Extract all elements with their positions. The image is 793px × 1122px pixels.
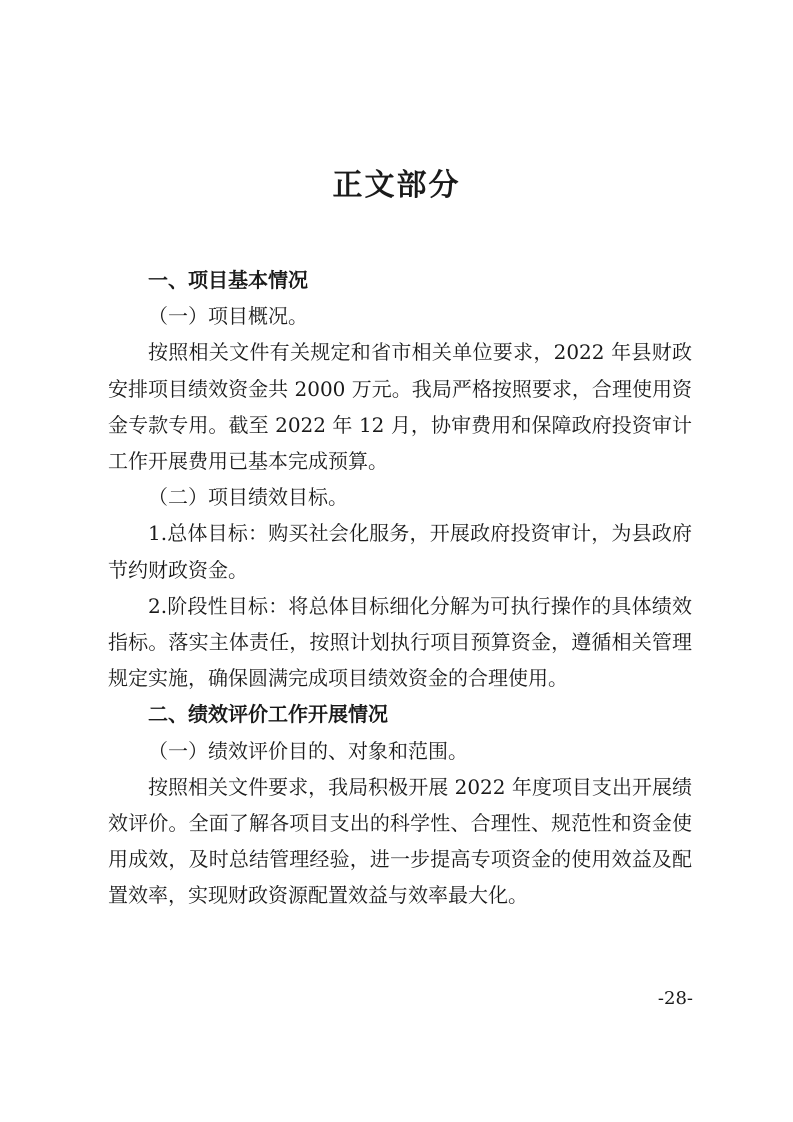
- subsection-heading: （二）项目绩效目标。: [148, 485, 348, 510]
- subsection-heading: （一）绩效评价目的、对象和范围。: [148, 738, 468, 763]
- document-title: 正文部分: [332, 168, 461, 203]
- section-heading: 二、绩效评价工作开展情况: [148, 702, 388, 727]
- paragraph: 按照相关文件有关规定和省市相关单位要求，2022 年县财政安排项目绩效资金共 2000 万元。我局严格按照要求，合理使用资金专款专用。截至 2022 年 12 月，协审费用和保障政府投资审计工作开展费用已基本完成预算。: [108, 340, 692, 474]
- page-number: -28-: [657, 988, 693, 1009]
- section-heading: 一、项目基本情况: [148, 268, 308, 292]
- paragraph: 1.总体目标：购买社会化服务，开展政府投资审计，为县政府节约财政资金。: [108, 521, 692, 582]
- paragraph: 按照相关文件要求，我局积极开展 2022 年度项目支出开展绩效评价。全面了解各项目支出的科学性、合理性、规范性和资金使用成效，及时总结管理经验，进一步提高专项资金的使用效益及配置效率，实现财政资源配置效益与效率最大化。: [108, 774, 692, 908]
- subsection-heading: （一）项目概况。: [148, 304, 308, 329]
- document-body: [108, 262, 692, 914]
- paragraph: 2.阶段性目标：将总体目标细化分解为可执行操作的具体绩效指标。落实主体责任，按照计划执行项目预算资金，遵循相关管理规定实施，确保圆满完成项目绩效资金的合理使用。: [108, 593, 692, 691]
